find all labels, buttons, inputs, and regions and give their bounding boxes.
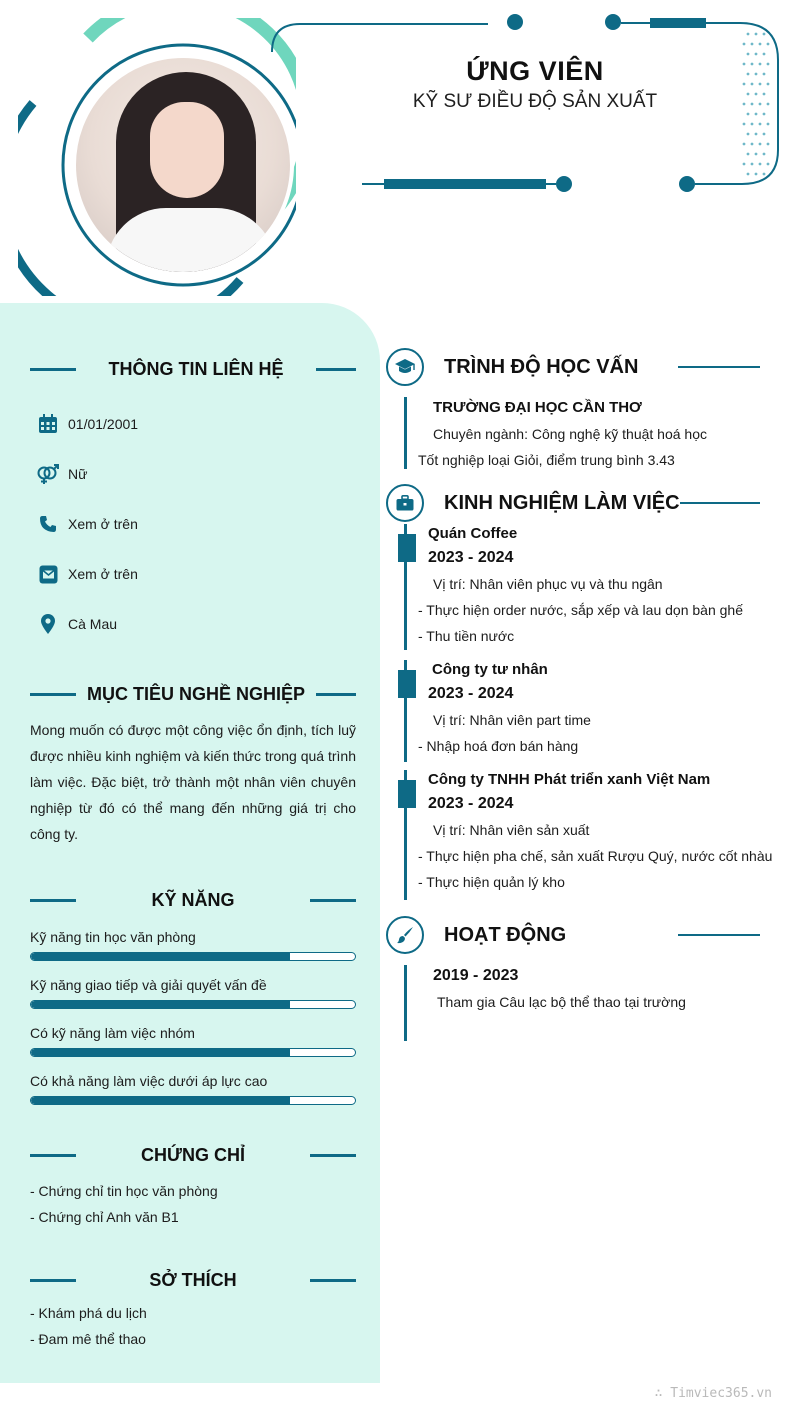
- skill-item: [30, 977, 356, 1009]
- activity-text: Tham gia Câu lạc bộ thể thao tại trường: [437, 994, 686, 1010]
- gender-icon: [36, 462, 60, 486]
- skill-bar-fill: [31, 953, 290, 960]
- skill-item: [30, 1025, 356, 1057]
- skill-bar: [30, 1048, 356, 1057]
- education-major: Chuyên ngành: Công nghệ kỹ thuật hoá học: [433, 426, 707, 442]
- school-name: TRƯỜNG ĐẠI HỌC CẦN THƠ: [433, 399, 642, 416]
- job-task: - Thực hiện order nước, sắp xếp và lau dọn bàn ghế: [418, 602, 743, 618]
- timeline-marker: [398, 780, 416, 808]
- timeline-marker: [398, 670, 416, 698]
- watermark-dots: ∴: [654, 1386, 671, 1401]
- contact-address: [36, 612, 117, 636]
- job-company: Quán Coffee: [428, 525, 518, 542]
- contact-email: [36, 562, 138, 586]
- email-text: Xem ở trên: [68, 566, 138, 582]
- skill-bar: [30, 1096, 356, 1105]
- skill-name: Có khả năng làm việc dưới áp lực cao: [30, 1073, 268, 1089]
- activities-heading-title: HOẠT ĐỘNG: [444, 923, 567, 946]
- job-task: - Thực hiện pha chế, sản xuất Rượu Quý, nước cốt nhàu: [418, 848, 773, 864]
- objective-heading-title: MỤC TIÊU NGHỀ NGHIỆP: [86, 683, 305, 704]
- skill-bar-fill: [31, 1001, 290, 1008]
- education-timeline: [404, 397, 407, 469]
- education-heading: [386, 347, 760, 387]
- timeline-marker: [398, 534, 416, 562]
- watermark: [655, 1386, 772, 1401]
- job-title: KỸ SƯ ĐIỀU ĐỘ SẢN XUẤT: [412, 91, 658, 112]
- education-result: Tốt nghiệp loại Giỏi, điểm trung bình 3.43: [418, 452, 675, 468]
- skill-bar-fill: [31, 1097, 290, 1104]
- job-position: Vị trí: Nhân viên sản xuất: [433, 822, 590, 838]
- certificate-item: - Chứng chỉ Anh văn B1: [30, 1209, 179, 1225]
- activity-period: 2019 - 2023: [433, 967, 519, 984]
- skills-heading-title: KỸ NĂNG: [151, 889, 235, 910]
- skill-bar-fill: [31, 1049, 290, 1056]
- left-sidebar: [0, 303, 380, 1383]
- objective-heading: [30, 679, 356, 709]
- skill-item: [30, 929, 356, 961]
- contact-gender: [36, 462, 87, 486]
- address-text: Cà Mau: [68, 616, 118, 632]
- contact-heading: [30, 354, 356, 384]
- birthdate-text: 01/01/2001: [68, 416, 139, 432]
- graduation-cap-icon: [386, 348, 424, 386]
- job-company: Công ty tư nhân: [432, 661, 548, 678]
- certificate-item: - Chứng chỉ tin học văn phòng: [30, 1183, 218, 1199]
- job-position: Vị trí: Nhân viên part time: [433, 712, 591, 728]
- certificates-heading-title: CHỨNG CHỈ: [141, 1144, 245, 1165]
- contact-birthdate: [36, 412, 138, 436]
- activities-heading: [386, 915, 760, 955]
- phone-text: Xem ở trên: [68, 516, 138, 532]
- skill-bar: [30, 1000, 356, 1009]
- calendar-icon: [36, 412, 60, 436]
- job-task: - Thu tiền nước: [418, 628, 515, 644]
- activities-timeline: [404, 965, 407, 1041]
- location-icon: [36, 612, 60, 636]
- job-task: - Nhập hoá đơn bán hàng: [418, 738, 579, 754]
- phone-icon: [36, 512, 60, 536]
- job-position: Vị trí: Nhân viên phục vụ và thu ngân: [433, 576, 663, 592]
- hobby-item: - Khám phá du lịch: [30, 1305, 147, 1321]
- skill-bar: [30, 952, 356, 961]
- mail-icon: [36, 562, 60, 586]
- skills-heading: [30, 885, 356, 915]
- skill-item: [30, 1073, 356, 1105]
- header-text: [390, 56, 680, 113]
- skill-name: Kỹ năng giao tiếp và giải quyết vấn đề: [30, 977, 267, 993]
- education-heading-title: TRÌNH ĐỘ HỌC VẤN: [444, 355, 639, 378]
- objective-text: Mong muốn có được một công việc ổn định, tích luỹ được nhiều kinh nghiệm và kiến thức trong quá trình làm việc. Đặc biệt, trở thành một nhân viên chuyên nghiệp từ đó có thể mang đến những giá trị cho công ty.: [30, 722, 356, 842]
- job-period: 2023 - 2024: [428, 549, 514, 566]
- skill-name: Kỹ năng tin học văn phòng: [30, 929, 196, 945]
- job-period: 2023 - 2024: [428, 685, 514, 702]
- hobby-item: - Đam mê thể thao: [30, 1331, 146, 1347]
- certificates-heading: [30, 1140, 356, 1170]
- job-period: 2023 - 2024: [428, 795, 514, 812]
- watermark-text: Timviec365.vn: [670, 1386, 772, 1401]
- job-task: - Thực hiện quản lý kho: [418, 874, 565, 890]
- experience-heading-title: KINH NGHIỆM LÀM VIỆC: [444, 491, 680, 514]
- candidate-name: ỨNG VIÊN: [466, 56, 604, 86]
- job-company: Công ty TNHH Phát triển xanh Việt Nam: [428, 771, 711, 788]
- contact-heading-title: THÔNG TIN LIÊN HỆ: [108, 358, 284, 379]
- brush-icon: [386, 916, 424, 954]
- hobbies-heading: [30, 1265, 356, 1295]
- skill-name: Có kỹ năng làm việc nhóm: [30, 1025, 195, 1041]
- hobbies-heading-title: SỞ THÍCH: [149, 1269, 237, 1290]
- briefcase-icon: [386, 484, 424, 522]
- experience-heading: [386, 483, 760, 523]
- header-frame-decoration: [0, 0, 800, 300]
- contact-phone: [36, 512, 138, 536]
- gender-text: Nữ: [68, 466, 88, 482]
